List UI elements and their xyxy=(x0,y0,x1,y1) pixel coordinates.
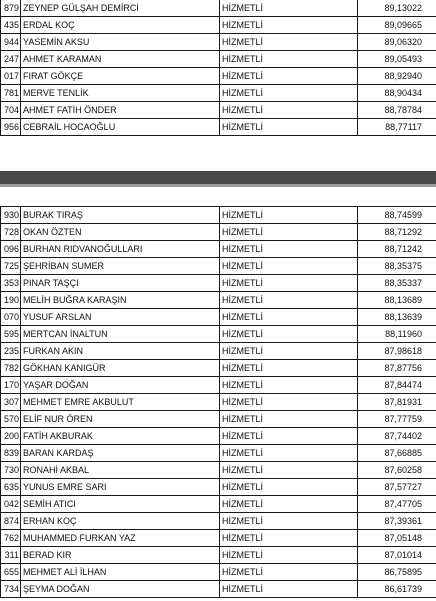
table-row xyxy=(1,394,436,411)
table-row xyxy=(1,445,436,462)
row-score-cell: 88,35337 xyxy=(358,275,436,292)
table-row xyxy=(1,34,436,51)
row-score-cell: 87,57727 xyxy=(358,479,436,496)
row-id-cell: 655 xyxy=(1,564,21,581)
row-status-cell: HİZMETLİ xyxy=(220,343,358,360)
row-id-cell: 200 xyxy=(1,428,21,445)
row-score-cell: 88,13639 xyxy=(358,309,436,326)
table-row xyxy=(1,377,436,394)
row-name-cell: ERHAN KOÇ xyxy=(21,513,220,530)
row-name-cell: MEHMET ALİ İLHAN xyxy=(21,564,220,581)
row-status-cell: HİZMETLİ xyxy=(220,547,358,564)
row-name-cell: ERDAL KOÇ xyxy=(21,17,220,34)
row-score-cell: 87,05148 xyxy=(358,530,436,547)
row-status-cell: HİZMETLİ xyxy=(220,85,358,102)
row-id-cell: 725 xyxy=(1,258,21,275)
table-row xyxy=(1,241,436,258)
row-status-cell: HİZMETLİ xyxy=(220,241,358,258)
table-row xyxy=(1,513,436,530)
row-name-cell: BARAN KARDAŞ xyxy=(21,445,220,462)
table-row xyxy=(1,411,436,428)
row-status-cell: HİZMETLİ xyxy=(220,275,358,292)
table-row xyxy=(1,309,436,326)
row-name-cell: ŞEYMA DOĞAN xyxy=(21,581,220,598)
table-row xyxy=(1,17,436,34)
row-status-cell: HİZMETLİ xyxy=(220,581,358,598)
row-name-cell: YAŞAR DOĞAN xyxy=(21,377,220,394)
row-status-cell: HİZMETLİ xyxy=(220,360,358,377)
row-score-cell: 87,77759 xyxy=(358,411,436,428)
row-status-cell: HİZMETLİ xyxy=(220,119,358,136)
row-status-cell: HİZMETLİ xyxy=(220,428,358,445)
row-status-cell: HİZMETLİ xyxy=(220,394,358,411)
row-name-cell: FURKAN AKIN xyxy=(21,343,220,360)
row-score-cell: 89,05493 xyxy=(358,51,436,68)
row-name-cell: MUHAMMED FURKAN YAZ xyxy=(21,530,220,547)
row-score-cell: 87,39361 xyxy=(358,513,436,530)
row-name-cell: AHMET FATİH ÖNDER xyxy=(21,102,220,119)
row-score-cell: 87,66885 xyxy=(358,445,436,462)
row-score-cell: 87,47705 xyxy=(358,496,436,513)
row-status-cell: HİZMETLİ xyxy=(220,513,358,530)
row-id-cell: 247 xyxy=(1,51,21,68)
table-row xyxy=(1,343,436,360)
table-row xyxy=(1,102,436,119)
table-row xyxy=(1,0,436,17)
row-status-cell: HİZMETLİ xyxy=(220,224,358,241)
row-id-cell: 307 xyxy=(1,394,21,411)
row-name-cell: CEBRAİL HOCAOĞLU xyxy=(21,119,220,136)
row-status-cell: HİZMETLİ xyxy=(220,102,358,119)
row-id-cell: 017 xyxy=(1,68,21,85)
row-id-cell: 879 xyxy=(1,0,21,17)
row-score-cell: 87,81931 xyxy=(358,394,436,411)
table-row xyxy=(1,224,436,241)
row-name-cell: FATİH AKBURAK xyxy=(21,428,220,445)
row-status-cell: HİZMETLİ xyxy=(220,258,358,275)
table-row xyxy=(1,275,436,292)
table-row xyxy=(1,496,436,513)
table-row xyxy=(1,119,436,136)
row-id-cell: 730 xyxy=(1,462,21,479)
row-name-cell: ŞEHRİBAN SUMER xyxy=(21,258,220,275)
results-table-bottom xyxy=(0,206,436,598)
row-score-cell: 88,90434 xyxy=(358,85,436,102)
row-name-cell: OKAN ÖZTEN xyxy=(21,224,220,241)
table-row xyxy=(1,292,436,309)
row-score-cell: 88,35375 xyxy=(358,258,436,275)
row-score-cell: 88,92940 xyxy=(358,68,436,85)
table-row xyxy=(1,564,436,581)
table-row xyxy=(1,530,436,547)
row-name-cell: YASEMİN AKSU xyxy=(21,34,220,51)
row-name-cell: SEMİH ATICI xyxy=(21,496,220,513)
row-status-cell: HİZMETLİ xyxy=(220,309,358,326)
table-row xyxy=(1,428,436,445)
row-status-cell: HİZMETLİ xyxy=(220,479,358,496)
row-status-cell: HİZMETLİ xyxy=(220,445,358,462)
row-score-cell: 88,77117 xyxy=(358,119,436,136)
row-name-cell: MERVE TENLİK xyxy=(21,85,220,102)
row-status-cell: HİZMETLİ xyxy=(220,0,358,17)
table-row xyxy=(1,85,436,102)
row-id-cell: 170 xyxy=(1,377,21,394)
row-id-cell: 311 xyxy=(1,547,21,564)
row-score-cell: 86,75895 xyxy=(358,564,436,581)
row-id-cell: 635 xyxy=(1,479,21,496)
row-id-cell: 782 xyxy=(1,360,21,377)
row-score-cell: 89,13022 xyxy=(358,0,436,17)
row-id-cell: 595 xyxy=(1,326,21,343)
row-score-cell: 88,71242 xyxy=(358,241,436,258)
row-id-cell: 096 xyxy=(1,241,21,258)
row-name-cell: AHMET KARAMAN xyxy=(21,51,220,68)
page-separator-shadow xyxy=(0,184,436,187)
results-table-top xyxy=(0,0,436,136)
row-name-cell: BURHAN RIDVANOĞULLARI xyxy=(21,241,220,258)
row-name-cell: ZEYNEP GÜLŞAH DEMİRCİ xyxy=(21,0,220,17)
row-id-cell: 839 xyxy=(1,445,21,462)
row-name-cell: BERAD KIR xyxy=(21,547,220,564)
row-score-cell: 88,13689 xyxy=(358,292,436,309)
row-id-cell: 956 xyxy=(1,119,21,136)
row-status-cell: HİZMETLİ xyxy=(220,411,358,428)
row-name-cell: MEHMET EMRE AKBULUT xyxy=(21,394,220,411)
row-name-cell: YUSUF ARSLAN xyxy=(21,309,220,326)
row-score-cell: 87,87756 xyxy=(358,360,436,377)
row-status-cell: HİZMETLİ xyxy=(220,292,358,309)
row-name-cell: RONAHİ AKBAL xyxy=(21,462,220,479)
row-name-cell: YUNUS EMRE SARI xyxy=(21,479,220,496)
row-status-cell: HİZMETLİ xyxy=(220,68,358,85)
row-id-cell: 353 xyxy=(1,275,21,292)
row-score-cell: 88,74599 xyxy=(358,207,436,224)
table-row xyxy=(1,258,436,275)
row-status-cell: HİZMETLİ xyxy=(220,530,358,547)
row-score-cell: 87,60258 xyxy=(358,462,436,479)
row-score-cell: 89,06320 xyxy=(358,34,436,51)
row-id-cell: 570 xyxy=(1,411,21,428)
table-row xyxy=(1,51,436,68)
row-id-cell: 781 xyxy=(1,85,21,102)
row-id-cell: 190 xyxy=(1,292,21,309)
row-score-cell: 87,01014 xyxy=(358,547,436,564)
row-score-cell: 87,74402 xyxy=(358,428,436,445)
row-status-cell: HİZMETLİ xyxy=(220,462,358,479)
row-status-cell: HİZMETLİ xyxy=(220,207,358,224)
table-row xyxy=(1,547,436,564)
row-score-cell: 86,61739 xyxy=(358,581,436,598)
row-id-cell: 734 xyxy=(1,581,21,598)
table-row xyxy=(1,207,436,224)
row-score-cell: 89,09665 xyxy=(358,17,436,34)
row-id-cell: 435 xyxy=(1,17,21,34)
table-row xyxy=(1,360,436,377)
row-status-cell: HİZMETLİ xyxy=(220,34,358,51)
row-score-cell: 88,78784 xyxy=(358,102,436,119)
row-status-cell: HİZMETLİ xyxy=(220,17,358,34)
row-name-cell: GÖKHAN KANIGÜR xyxy=(21,360,220,377)
table-row xyxy=(1,326,436,343)
row-status-cell: HİZMETLİ xyxy=(220,326,358,343)
row-status-cell: HİZMETLİ xyxy=(220,51,358,68)
table-row xyxy=(1,581,436,598)
row-score-cell: 88,71292 xyxy=(358,224,436,241)
row-name-cell: MERTCAN İNALTUN xyxy=(21,326,220,343)
results-table-bottom-body xyxy=(1,207,436,598)
row-id-cell: 042 xyxy=(1,496,21,513)
row-name-cell: FIRAT GÖKÇE xyxy=(21,68,220,85)
table-row xyxy=(1,462,436,479)
row-id-cell: 235 xyxy=(1,343,21,360)
row-id-cell: 728 xyxy=(1,224,21,241)
table-row xyxy=(1,68,436,85)
row-name-cell: PINAR TAŞÇI xyxy=(21,275,220,292)
page-separator-band xyxy=(0,171,436,184)
row-status-cell: HİZMETLİ xyxy=(220,496,358,513)
row-id-cell: 930 xyxy=(1,207,21,224)
row-id-cell: 874 xyxy=(1,513,21,530)
row-score-cell: 87,84474 xyxy=(358,377,436,394)
row-score-cell: 88,11960 xyxy=(358,326,436,343)
table-row xyxy=(1,479,436,496)
row-status-cell: HİZMETLİ xyxy=(220,564,358,581)
row-id-cell: 704 xyxy=(1,102,21,119)
row-score-cell: 87,98618 xyxy=(358,343,436,360)
row-name-cell: ELİF NUR ÖREN xyxy=(21,411,220,428)
row-id-cell: 762 xyxy=(1,530,21,547)
results-table-top-body xyxy=(1,0,436,136)
row-id-cell: 944 xyxy=(1,34,21,51)
row-status-cell: HİZMETLİ xyxy=(220,377,358,394)
row-name-cell: MELİH BUĞRA KARAŞIN xyxy=(21,292,220,309)
row-name-cell: BURAK TIRAŞ xyxy=(21,207,220,224)
row-id-cell: 070 xyxy=(1,309,21,326)
